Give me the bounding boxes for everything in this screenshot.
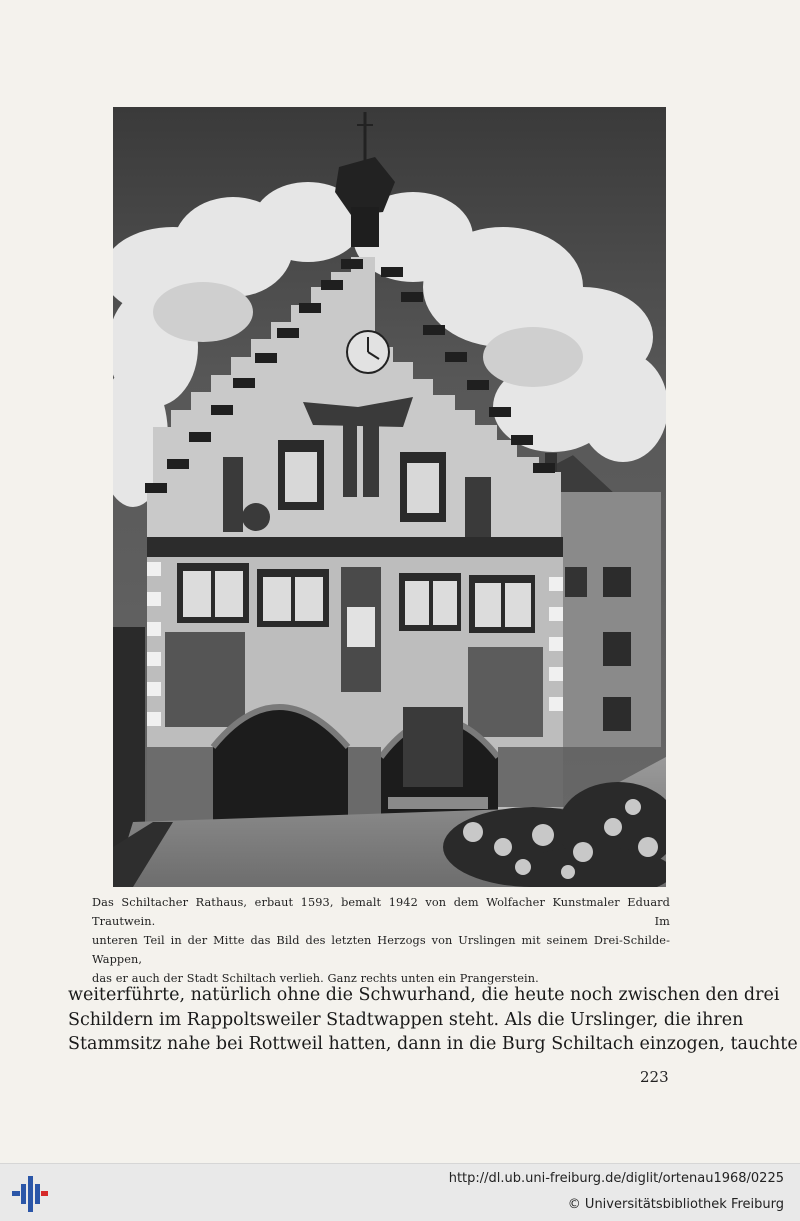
caption-line: unteren Teil in der Mitte das Bild des letzten Herzogs von Urslingen mit seinem Drei-Schilde-Wappen, [92, 934, 670, 966]
photo-caption [92, 893, 670, 988]
copyright-notice: © Universitätsbibliothek Freiburg [567, 1197, 784, 1212]
caption-line: Das Schiltacher Rathaus, erbaut 1593, bemalt 1942 von dem Wolfacher Kunstmaler Eduard Trautwein. Im [92, 896, 670, 928]
body-line: weiterführte, natürlich ohne die Schwurhand, die heute noch zwischen den drei [68, 985, 780, 1005]
source-url-link[interactable]: http://dl.ub.uni-freiburg.de/diglit/ortenau1968/0225 [448, 1171, 784, 1186]
town-hall-photograph [113, 107, 666, 887]
body-line: Stammsitz nahe bei Rottweil hatten, dann in die Burg Schiltach einzogen, tauchte [68, 1034, 798, 1054]
caption-line: das er auch der Stadt Schiltach verlieh. Ganz rechts unten ein Prangerstein. [92, 972, 539, 985]
body-paragraph [68, 983, 798, 1057]
town-hall-image [113, 107, 666, 887]
body-line: Schildern im Rappoltsweiler Stadtwappen steht. Als die Urslinger, die ihren [68, 1009, 744, 1030]
page-number: 223 [640, 1068, 669, 1086]
library-footer [0, 1163, 800, 1221]
library-logo-icon [10, 1174, 50, 1214]
